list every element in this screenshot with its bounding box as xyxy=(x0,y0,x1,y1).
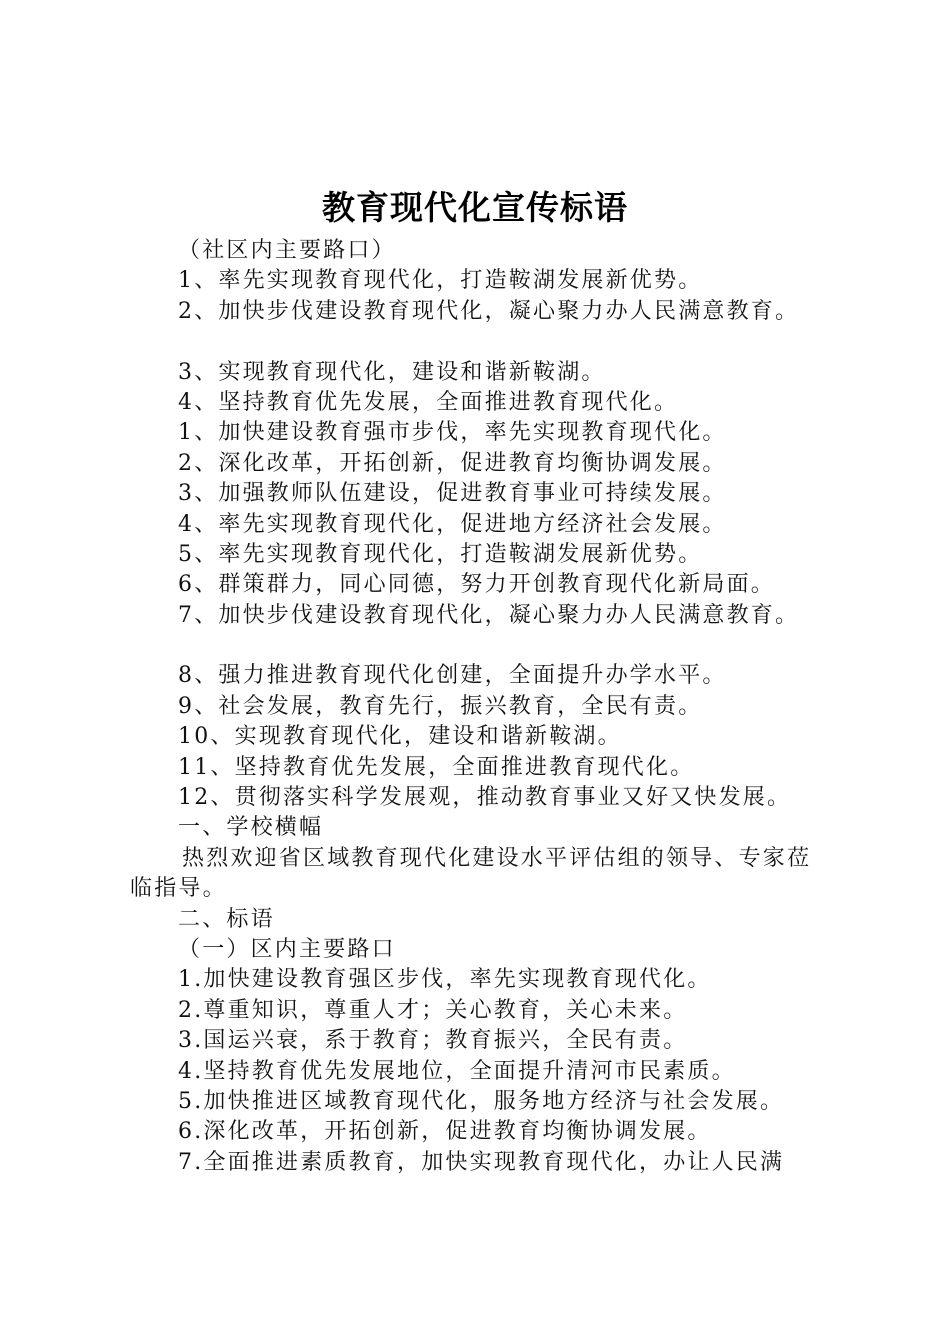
slogan-line: 1.加快建设教育强区步伐，率先实现教育现代化。 xyxy=(178,967,712,993)
slogan-line: 3、实现教育现代化，建设和谐新鞍湖。 xyxy=(178,359,606,385)
slogan-line: 4、率先实现教育现代化，促进地方经济社会发展。 xyxy=(178,511,727,537)
section-subtitle: （一）区内主要路口 xyxy=(178,937,396,963)
slogan-line: 7.全面推进素质教育，加快实现教育现代化，办让人民满 xyxy=(178,1149,785,1175)
slogan-line: 5、率先实现教育现代化，打造鞍湖发展新优势。 xyxy=(178,541,703,567)
slogan-line: 3、加强教师队伍建设，促进教育事业可持续发展。 xyxy=(178,481,727,507)
slogan-line: 4.坚持教育优先发展地位，全面提升清河市民素质。 xyxy=(178,1058,736,1084)
section-subtitle: （社区内主要路口） xyxy=(178,238,396,263)
slogan-line: 2、加快步伐建设教育现代化，凝心聚力办人民满意教育。 xyxy=(178,298,800,324)
section-heading: 二、标语 xyxy=(178,906,275,932)
slogan-line: 8、强力推进教育现代化创建，全面提升办学水平。 xyxy=(178,663,727,689)
slogan-line: 5.加快推进区域教育现代化，服务地方经济与社会发展。 xyxy=(178,1088,785,1114)
document-body xyxy=(130,236,830,1178)
blank-line xyxy=(130,631,830,661)
document-title: 教育现代化宣传标语 xyxy=(322,188,628,227)
slogan-line: 2.尊重知识，尊重人才；关心教育，关心未来。 xyxy=(178,997,688,1023)
slogan-line: 7、加快步伐建设教育现代化，凝心聚力办人民满意教育。 xyxy=(178,602,800,628)
welcome-banner-text: 热烈欢迎省区域教育现代化建设水平评估组的领导、专家莅临指导。 xyxy=(130,845,812,902)
blank-line xyxy=(130,327,830,357)
slogan-line: 4、坚持教育优先发展，全面推进教育现代化。 xyxy=(178,389,679,415)
slogan-line: 11、坚持教育优先发展，全面推进教育现代化。 xyxy=(178,754,695,780)
slogan-line: 6.深化改革，开拓创新，促进教育均衡协调发展。 xyxy=(178,1119,712,1145)
slogan-line: 9、社会发展，教育先行，振兴教育，全民有责。 xyxy=(178,693,703,719)
slogan-line: 1、率先实现教育现代化，打造鞍湖发展新优势。 xyxy=(178,268,703,294)
slogan-line: 10、实现教育现代化，建设和谐新鞍湖。 xyxy=(178,724,622,750)
section-heading: 一、学校横幅 xyxy=(178,815,324,841)
slogan-line: 12、贯彻落实科学发展观，推动教育事业又好又快发展。 xyxy=(178,785,792,811)
slogan-line: 3.国运兴衰，系于教育；教育振兴，全民有责。 xyxy=(178,1028,688,1054)
slogan-line: 1、加快建设教育强市步伐，率先实现教育现代化。 xyxy=(178,420,727,446)
slogan-line: 6、群策群力，同心同德，努力开创教育现代化新局面。 xyxy=(178,572,775,598)
slogan-line: 2、深化改革，开拓创新，促进教育均衡协调发展。 xyxy=(178,450,727,476)
